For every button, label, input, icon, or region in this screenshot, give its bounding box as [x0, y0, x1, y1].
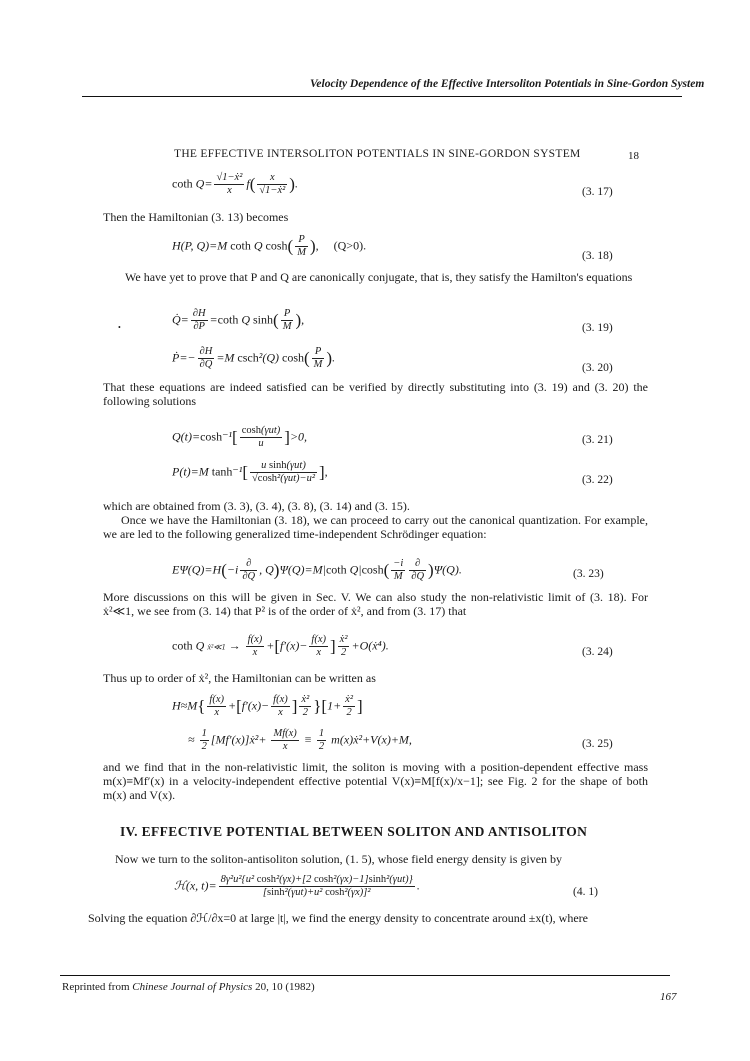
paragraph-effective-mass: and we find that in the non-relativistic limit, the soliton is moving with a position-dependent effective mass m(x)≡Mf′(x) in a velocity-independent effective potential V(x)≡M[f(x)/x−1]; see Fig. 2 for the shape of both m(x) and V(x).: [103, 760, 648, 802]
running-title: Velocity Dependence of the Effective Intersoliton Potentials in Sine-Gordon System: [310, 78, 705, 90]
header-rule: [82, 96, 682, 97]
equation-number-3-22: (3. 22): [582, 474, 613, 486]
footer-journal: Chinese Journal of Physics: [132, 981, 253, 993]
paragraph-order-x2: Thus up to order of ẋ², the Hamiltonian can be written as: [103, 671, 376, 685]
section-heading-iv: IV. EFFECTIVE POTENTIAL BETWEEN SOLITON AND ANTISOLITON: [120, 824, 588, 839]
equation-3-18: H(P, Q)=M coth Q cosh( $\frac{P}{M}$ ), (Q>0).: [172, 234, 367, 258]
footer-citation: [62, 981, 315, 993]
equation-3-18-condition: (Q>0).: [333, 238, 367, 253]
equation-3-24: coth Q ẋ²≪1 → $\frac{f(x)}{x}$ +[f′(x)− $\frac{f(x)}{x}$ ] $\frac{\text{ẋ²}}{2}$ +O(ẋ⁴).: [172, 634, 389, 658]
equation-number-3-17: (3. 17): [582, 186, 613, 198]
paragraph-soliton-antisoliton: Now we turn to the soliton-antisoliton solution, (1. 5), whose field energy density is given by: [115, 852, 563, 866]
equation-number-3-23: (3. 23): [573, 568, 604, 580]
header-page-number: 18: [628, 150, 639, 162]
equation-3-25-line2: ≈ $\frac{1}{2}$ [Mf′(x)]ẋ²+ $\frac{Mf(x)}{x}$ ≡ $\frac{1}{2}$ m(x)ẋ²+V(x)+M,: [188, 728, 412, 752]
footer-volume: 20, 10 (1982): [252, 981, 315, 993]
margin-mark: •: [118, 323, 121, 332]
equation-number-3-25: (3. 25): [582, 738, 613, 750]
paragraph-quantization: Once we have the Hamiltonian (3. 18), we can proceed to carry out the canonical quantization. For example, we are led to the following generalized time-independent Schrödinger equation:: [103, 513, 648, 541]
equation-number-3-21: (3. 21): [582, 434, 613, 446]
paragraph-obtained-from: which are obtained from (3. 3), (3. 4), (3. 8), (3. 14) and (3. 15).: [103, 499, 410, 513]
equation-3-19: Q̇= $\frac{\partial H}{\partial P}$ =coth Q sinh( $\frac{P}{M}$ ),: [172, 308, 305, 332]
footer-rule: [60, 975, 670, 976]
footer-prefix: Reprinted from: [62, 981, 133, 993]
equation-number-3-24: (3. 24): [582, 646, 613, 658]
equation-number-3-19: (3. 19): [582, 322, 613, 334]
equation-number-3-20: (3. 20): [582, 362, 613, 374]
equation-number-3-18: (3. 18): [582, 250, 613, 262]
footer-page-number: 167: [660, 991, 677, 1003]
paragraph-solutions-intro: That these equations are indeed satisfied can be verified by directly substituting into (3. 19) and (3. 20) the following solutions: [103, 380, 648, 408]
equation-3-21: Q(t)=cosh⁻¹[ $\frac{\text{cosh(γut)}}{u}$ ]>0,: [172, 425, 308, 449]
paragraph-nonrelativistic: More discussions on this will be given in Sec. V. We can also study the non-relativistic limit of (3. 18). For ẋ²≪1, we see from (3. 14) that P² is of the order of ẋ², and from (3. 17) that: [103, 590, 648, 618]
equation-3-25-line1: H≈M{ $\frac{f(x)}{x}$ +[f′(x)− $\frac{f(x)}{x}$ ] $\frac{\text{ẋ²}}{2}$ }[1+ $\frac{\text{ẋ²}}{2}$ ]: [172, 694, 363, 718]
paragraph-hamiltonian-intro: Then the Hamiltonian (3. 13) becomes: [103, 210, 289, 224]
equation-3-20: Ṗ=− $\frac{\partial H}{\partial Q}$ =M csch²(Q) cosh( $\frac{P}{M}$ ).: [172, 346, 336, 370]
equation-4-1: ℋ(x, t)= $\frac{\text{8γ²u²\{u² cosh²(γx)+[2 cosh²(γx)−1]sinh²(γut)\}}}{\text{[sinh²(γut)+u² cosh²(γx)]²}}$ .: [174, 874, 420, 898]
paragraph-canonical: We have yet to prove that P and Q are canonically conjugate, that is, they satisfy the Hamilton's equations: [125, 270, 633, 284]
paragraph-energy-density: Solving the equation ∂ℋ/∂x=0 at large |t|, we find the energy density to concentrate around ±x(t), where: [88, 911, 588, 925]
paper-header-title: THE EFFECTIVE INTERSOLITON POTENTIALS IN SINE-GORDON SYSTEM: [174, 148, 581, 160]
equation-3-23: EΨ(Q)=H(−i $\frac{\partial}{\partial Q}$ , Q)Ψ(Q)=M|coth Q|cosh( $\frac{-i}{M}$ $\frac{\partial}{\partial Q}$ )Ψ(Q).: [172, 558, 462, 582]
equation-3-17: coth Q= $\frac{\text{√1−ẋ²}}{x}$ f( $\frac{x}{\text{√1−ẋ²}}$ ).: [172, 172, 298, 196]
equation-3-22: P(t)=M tanh⁻¹[ $\frac{\text{u sinh(γut)}}{\text{√cosh²(γut)−u²}}$ ],: [172, 460, 328, 484]
equation-number-4-1: (4. 1): [573, 886, 598, 898]
